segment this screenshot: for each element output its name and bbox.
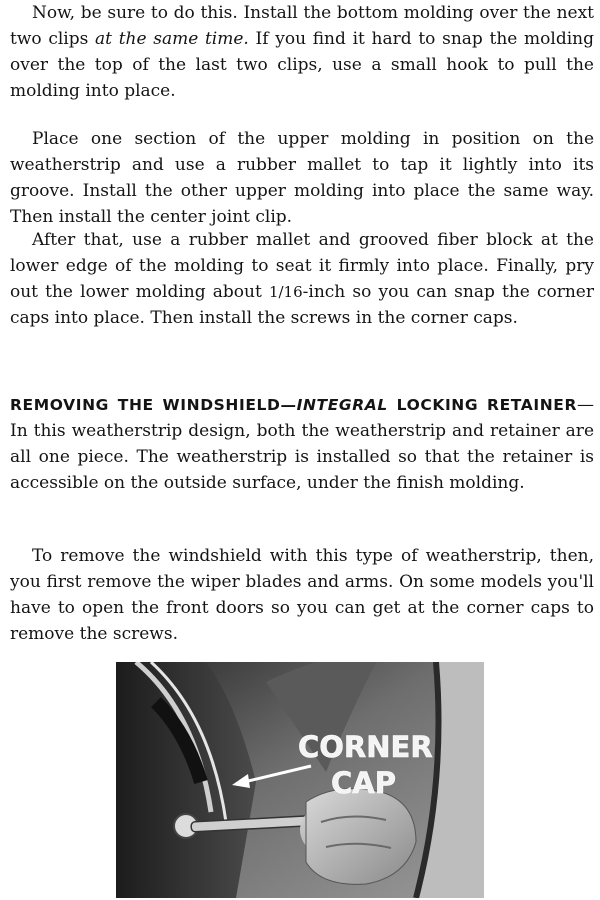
paragraph-text: Now, be sure to do this. Install the bottom molding over the next two clips xyxy=(10,3,594,49)
callout-label-cap: CAP xyxy=(331,766,396,800)
corner-cap-photo xyxy=(116,662,484,898)
section-intro-text: —In this weatherstrip design, both the weatherstrip and retainer are all one piece. The weatherstrip is installed so that the retainer is accessible on the outside surface, under the finish molding. xyxy=(10,395,594,493)
fraction-text: 1/16 xyxy=(268,283,303,301)
emphasis-text: at the same time. xyxy=(95,29,249,49)
heading-text: REMOVING THE WINDSHIELD— xyxy=(10,396,297,414)
callout-label-corner: CORNER xyxy=(298,730,433,764)
heading-text: LOCKING RETAINER xyxy=(387,396,577,414)
paragraph-text: If you find it hard to snap the molding over the top of the last two clips, use a small hook to pull the molding into place. xyxy=(10,29,594,101)
heading-italic-text: INTEGRAL xyxy=(296,396,388,414)
section-removing-windshield xyxy=(10,392,594,496)
section-heading xyxy=(10,396,577,414)
photo-illustration xyxy=(116,662,484,898)
paragraph-install-bottom-molding xyxy=(10,0,594,104)
paragraph-text: -inch so you can snap the corner caps into place. Then install the screws in the corner caps. xyxy=(10,282,594,328)
paragraph-remove-wipers: To remove the windshield with this type of weatherstrip, then, you first remove the wiper blades and arms. On some models you'll have to open the front doors so you can get at the corner caps to remove the screws. xyxy=(10,546,594,644)
paragraph-seat-molding xyxy=(10,227,594,331)
paragraph-text: After that, use a rubber mallet and grooved fiber block at the lower edge of the molding to seat it firmly into place. Finally, pry out the lower molding about xyxy=(10,230,594,302)
paragraph-upper-molding: Place one section of the upper molding in position on the weatherstrip and use a rubber mallet to tap it lightly into its groove. Install the other upper molding into place the same way. Then install the center joint clip. xyxy=(10,129,594,227)
